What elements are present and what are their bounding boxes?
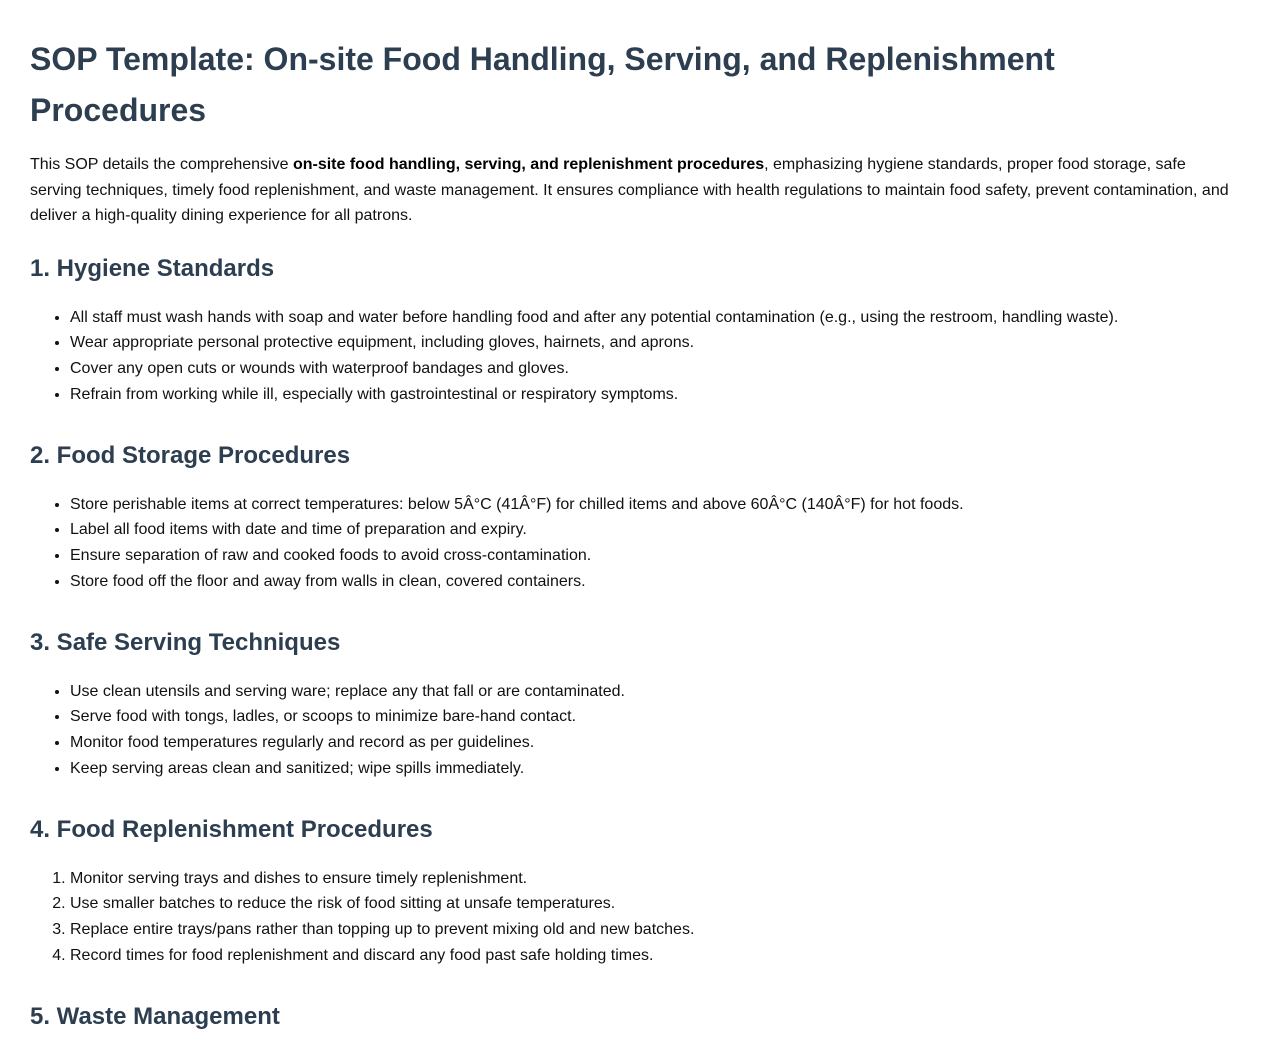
list-item: • Serve food with tongs, ladles, or scoops to minimize bare-hand contact. [70, 704, 1233, 730]
intro-text-bold: on-site food handling, serving, and replenishment procedures [292, 156, 765, 173]
section-heading-food-storage: 2. Food Storage Procedures [30, 441, 351, 469]
list-item: • Refrain from working while ill, especially with gastrointestinal or respiratory symptoms. [70, 382, 1233, 408]
list-item: • Monitor food temperatures regularly and record as per guidelines. [70, 730, 1233, 756]
list-item: • Wear appropriate personal protective equipment, including gloves, hairnets, and aprons. [70, 330, 1233, 356]
list-item: 4. Record times for food replenishment and discard any food past safe holding times. [70, 943, 1233, 969]
list-item: • Ensure separation of raw and cooked foods to avoid cross-contamination. [70, 543, 1233, 569]
replenishment-list [30, 866, 1233, 969]
list-item: 3. Replace entire trays/pans rather than topping up to prevent mixing old and new batches. [70, 917, 1233, 943]
list-item: 2. Use smaller batches to reduce the risk of food sitting at unsafe temperatures. [70, 891, 1233, 917]
list-item: • Keep serving areas clean and sanitized; wipe spills immediately. [70, 756, 1233, 782]
section-heading-waste-management: 5. Waste Management [30, 1002, 280, 1030]
safe-serving-list [30, 679, 1233, 782]
intro-text-end: , emphasizing hygiene standards, proper food storage, safe serving techniques, timely food replenishment, and waste management. It ensures compliance with health regulations to maintain food safety, prevent contamination, and deliver a high-quality dining experience for all patrons. [30, 156, 1229, 224]
list-item: • Cover any open cuts or wounds with waterproof bandages and gloves. [70, 356, 1233, 382]
food-storage-list [30, 492, 1233, 595]
section-heading-hygiene: 1. Hygiene Standards [30, 254, 275, 282]
list-item: • Store perishable items at correct temperatures: below 5Â°C (41Â°F) for chilled items and above 60Â°C (140Â°F) for hot foods. [70, 492, 1233, 518]
list-item: • Label all food items with date and time of preparation and expiry. [70, 517, 1233, 543]
list-item: • Store food off the floor and away from walls in clean, covered containers. [70, 569, 1233, 595]
section-heading-safe-serving: 3. Safe Serving Techniques [30, 628, 341, 656]
hygiene-list [30, 305, 1233, 408]
intro-text-start: This SOP details the comprehensive [30, 156, 293, 173]
section-heading-replenishment: 4. Food Replenishment Procedures [30, 815, 433, 843]
list-item: • All staff must wash hands with soap and water before handling food and after any potential contamination (e.g., using the restroom, handling waste). [70, 305, 1233, 331]
list-item: • Use clean utensils and serving ware; replace any that fall or are contaminated. [70, 679, 1233, 705]
list-item: 1. Monitor serving trays and dishes to ensure timely replenishment. [70, 866, 1233, 892]
intro-paragraph [30, 152, 1233, 229]
page-title: SOP Template: On-site Food Handling, Serving, and Replenishment Procedures [30, 41, 1055, 128]
